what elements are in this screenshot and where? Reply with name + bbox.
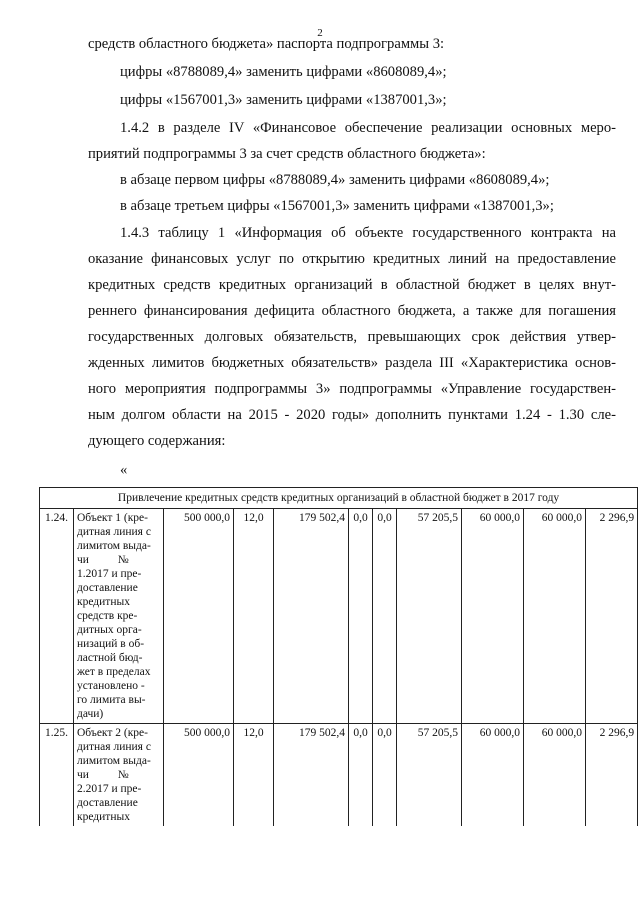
- object-name-line: кредитных: [77, 596, 130, 608]
- value-cell: 179 502,4: [274, 724, 349, 841]
- object-name-line: чи №: [77, 554, 129, 566]
- value-cell: 57 205,5: [397, 509, 462, 724]
- object-name: [74, 724, 164, 841]
- text-line: цифры «1567001,3» заменить цифрами «1387001,3»;: [120, 92, 447, 108]
- text-line: дующего содержания:: [88, 433, 226, 449]
- object-name-line: низаций в об-: [77, 638, 145, 650]
- text-line: средств областного бюджета» паспорта подпрограммы 3:: [88, 36, 445, 52]
- value-cell: 12,0: [234, 509, 274, 724]
- object-name-line: доставление: [77, 797, 138, 809]
- object-name-line: кредитных: [77, 811, 130, 823]
- value-cell: 2 296,9: [586, 509, 638, 724]
- value-cell: 60 000,0: [524, 509, 586, 724]
- text-line: жденных лимитов бюджетных обязательств» раздела III «Характеристика основ-: [88, 355, 616, 371]
- object-name-line: лимитом выда-: [77, 540, 151, 552]
- text-line: в абзаце третьем цифры «1567001,3» заменить цифрами «1387001,3»;: [120, 198, 554, 214]
- text-line: 1.4.3 таблицу 1 «Информация об объекте государственного контракта на: [120, 225, 616, 241]
- row-number: 1.24.: [40, 509, 74, 724]
- object-name-line: го лимита вы-: [77, 694, 146, 706]
- value-cell: 2 296,9: [586, 724, 638, 841]
- contract-table: [39, 487, 638, 841]
- text-line: 1.4.2 в разделе IV «Финансовое обеспечение реализации основных меро-: [120, 120, 616, 136]
- object-name-line: дитная линия с: [77, 526, 151, 538]
- object-name-line: жет в пределах: [77, 666, 151, 678]
- value-cell: 0,0: [373, 509, 397, 724]
- value-cell: 60 000,0: [462, 724, 524, 841]
- text-line: цифры «8788089,4» заменить цифрами «8608089,4»;: [120, 64, 447, 80]
- value-cell: 500 000,0: [164, 724, 234, 841]
- table-header-row: [40, 488, 638, 509]
- text-line: приятий подпрограммы 3 за счет средств областного бюджета»:: [88, 146, 486, 162]
- object-name-line: лимитом выда-: [77, 755, 151, 767]
- text-line: государственных долговых обязательств, превышающих срок действия утвер-: [88, 329, 616, 345]
- object-name-line: 1.2017 и пре-: [77, 568, 142, 580]
- object-name-line: ластной бюд-: [77, 652, 143, 664]
- text-line: в абзаце первом цифры «8788089,4» заменить цифрами «8608089,4»;: [120, 172, 550, 188]
- object-name-line: установлено -: [77, 680, 145, 692]
- text-line: ного мероприятия подпрограммы 3» подпрограммы «Управление государствен-: [88, 381, 616, 397]
- text-line: кредитных средств кредитных организаций в областной бюджет в целях внут-: [88, 277, 616, 293]
- object-name-line: Объект 1 (кре-: [77, 512, 148, 524]
- value-cell: 60 000,0: [524, 724, 586, 841]
- table-row: [40, 724, 638, 841]
- row-number: 1.25.: [40, 724, 74, 841]
- value-cell: 60 000,0: [462, 509, 524, 724]
- text-line: ным долгом области на 2015 - 2020 годы» дополнить пунктами 1.24 - 1.30 сле-: [88, 407, 616, 423]
- value-cell: 0,0: [373, 724, 397, 841]
- object-name-line: средств кре-: [77, 610, 138, 622]
- object-name: [74, 509, 164, 724]
- value-cell: 500 000,0: [164, 509, 234, 724]
- value-cell: 0,0: [349, 724, 373, 841]
- page-number: 2: [317, 27, 323, 39]
- text-line: реннего финансирования дефицита областного бюджета, а также для погашения: [88, 303, 616, 319]
- object-name-line: дитная линия с: [77, 741, 151, 753]
- text-line: оказание финансовых услуг по открытию кредитных линий на предоставление: [88, 251, 616, 267]
- object-name-line: 2.2017 и пре-: [77, 783, 142, 795]
- value-cell: 12,0: [234, 724, 274, 841]
- object-name-line: Объект 2 (кре-: [77, 727, 148, 739]
- value-cell: 0,0: [349, 509, 373, 724]
- page-bottom-margin: [0, 826, 640, 905]
- object-name-line: дитных орга-: [77, 624, 142, 636]
- opening-quote: «: [120, 462, 128, 478]
- table-section-header: Привлечение кредитных средств кредитных организаций в областной бюджет в 2017 году: [40, 488, 638, 509]
- value-cell: 179 502,4: [274, 509, 349, 724]
- object-name-line: доставление: [77, 582, 138, 594]
- value-cell: 57 205,5: [397, 724, 462, 841]
- object-name-line: чи №: [77, 769, 129, 781]
- object-name-line: дачи): [77, 708, 104, 720]
- table-row: [40, 509, 638, 724]
